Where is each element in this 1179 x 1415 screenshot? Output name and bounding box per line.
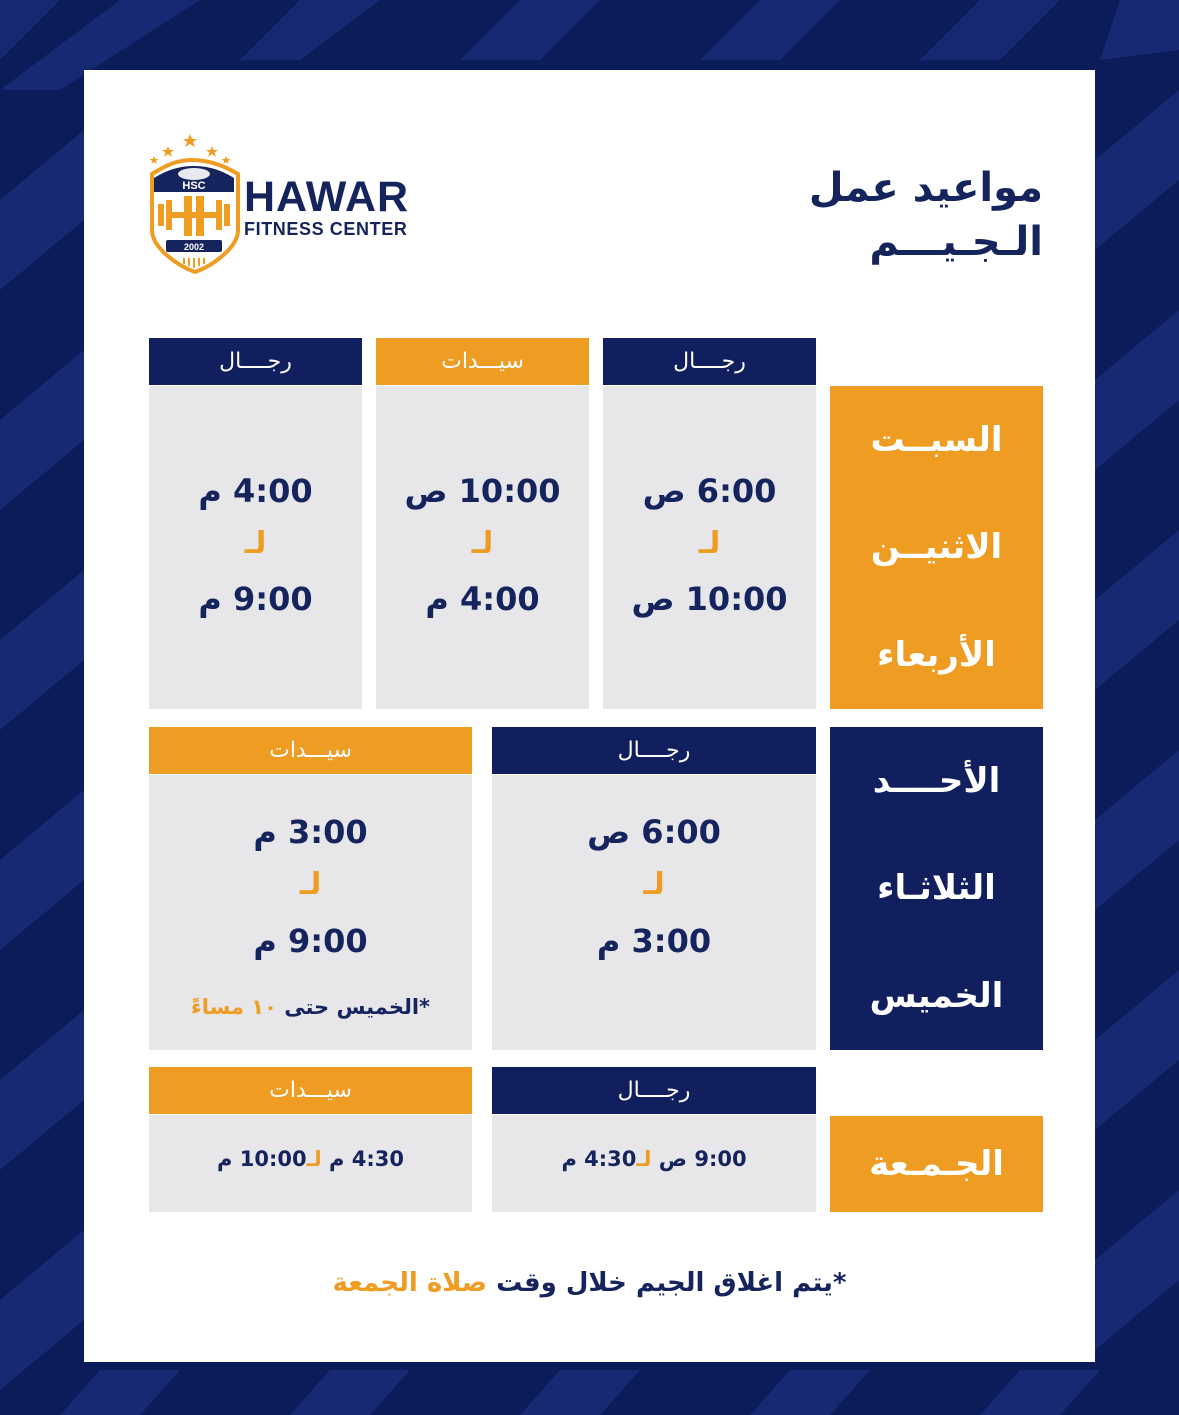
separator: لـ [471,526,494,561]
day-label: الثلاثـاء [877,868,996,909]
time-to: 10:00 ص [631,580,788,618]
footer-note-prefix: *يتم اغلاق الجيم خلال وقت [496,1268,847,1298]
separator: لـ [643,867,665,902]
time-range [492,1147,816,1171]
page-title-line2: الـجـيـــم [869,219,1043,265]
header-men: رجــــال [603,338,816,385]
time-from: 10:00 ص [404,472,561,510]
thursday-note-prefix: *الخميس حتى [284,995,431,1019]
page-title [809,162,1043,270]
footer-note-highlight: صلاة الجمعة [332,1268,488,1298]
time-to: 10:00 م [217,1147,307,1171]
day-label: الخميس [869,976,1004,1017]
separator: لـ [306,1147,322,1171]
time-to: 4:00 م [425,580,540,618]
time-box [492,775,816,1050]
time-box [603,386,816,709]
days-block3 [830,1116,1043,1212]
footer-note [84,1268,1095,1298]
day-label: الأربعاء [877,635,996,676]
time-from: 6:00 ص [642,472,777,510]
day-label: الأحــــد [872,760,1001,801]
time-to: 9:00 م [253,922,368,960]
time-to: 3:00 م [596,922,712,960]
separator: لـ [636,1147,652,1171]
time-from: 9:00 ص [658,1147,747,1171]
day-label: الاثنيــن [870,527,1003,568]
days-block2 [830,727,1043,1050]
time-to: 9:00 م [198,580,313,618]
svg-text:HSC: HSC [182,180,206,192]
header-women: سيـــدات [149,727,472,774]
time-box [149,386,362,709]
separator: لـ [244,526,267,561]
header-women: سيـــدات [149,1067,472,1114]
time-box [149,775,472,1050]
time-from: 6:00 ص [587,813,721,851]
header-men: رجــــال [492,1067,816,1114]
schedule-card [84,70,1095,1362]
thursday-note [149,995,472,1019]
page-title-line1: مواعيد عمل [808,165,1043,211]
time-from: 3:00 م [253,813,368,851]
svg-text:2002: 2002 [183,242,205,252]
brand [244,173,410,239]
header-men: رجــــال [149,338,362,385]
separator: لـ [299,867,322,902]
thursday-note-highlight: ١٠ مساءً [190,995,277,1019]
brand-subtitle: FITNESS CENTER [244,219,408,239]
time-to: 4:30 م [561,1147,637,1171]
time-range [149,1147,472,1171]
day-label: الجـمـعة [869,1144,1004,1184]
time-box [376,386,589,709]
time-box [492,1115,816,1212]
header-men: رجــــال [492,727,816,774]
time-box [149,1115,472,1212]
time-from: 4:00 م [198,472,313,510]
time-from: 4:30 م [329,1147,404,1171]
separator: لـ [698,526,721,561]
brand-name: HAWAR [244,173,410,221]
header-women: سيـــدات [376,338,589,385]
days-block1 [830,386,1043,709]
day-label: السبــت [870,419,1003,460]
